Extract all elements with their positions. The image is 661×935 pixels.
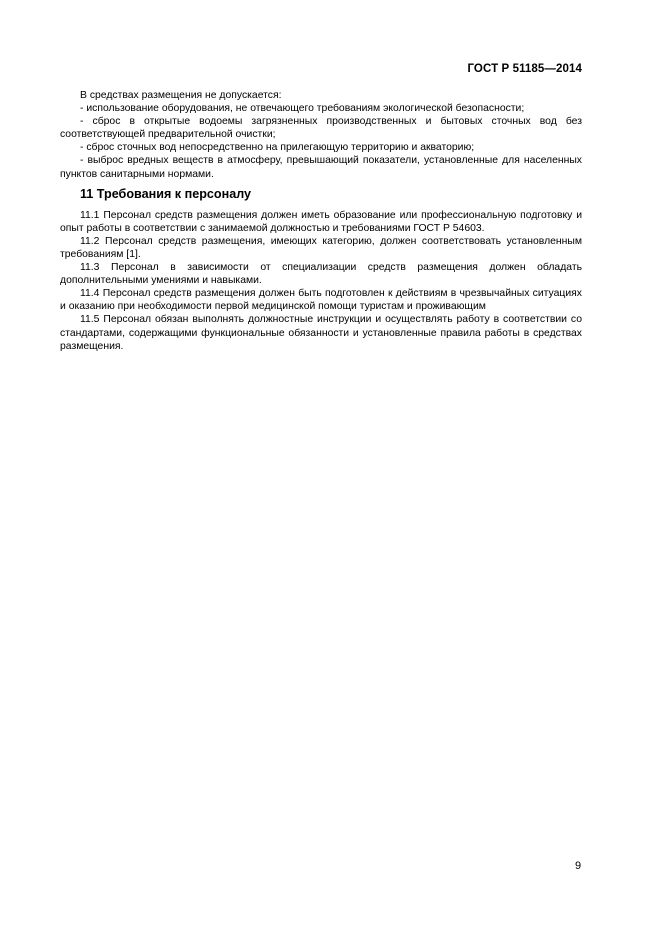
- intro-item: - сброс в открытые водоемы загрязненных производственных и бытовых сточных вод без соответствующей предварительной очистки;: [60, 116, 582, 141]
- document-body: [60, 89, 582, 353]
- intro-item: - сброс сточных вод непосредственно на прилегающую территорию и акваторию;: [80, 142, 475, 154]
- intro-lead: В средствах размещения не допускается:: [80, 90, 282, 101]
- section-paragraph: 11.2 Персонал средств размещения, имеющих категорию, должен соответствовать установленным требованиям [1].: [60, 235, 582, 260]
- section-heading: 11 Требования к персоналу: [80, 186, 252, 201]
- section-paragraph: 11.3 Персонал в зависимости от специализации средств размещения должен обладать дополнительными умениями и навыками.: [60, 262, 582, 287]
- intro-item: - использование оборудования, не отвечающего требованиям экологической безопасности;: [80, 103, 525, 115]
- intro-item: - выброс вредных веществ в атмосферу, превышающий показатели, установленные для населенных пунктов санитарными нормами.: [60, 155, 582, 180]
- page-number: 9: [575, 860, 582, 872]
- section-paragraph: 11.5 Персонал обязан выполнять должностные инструкции и осуществлять работу в соответствии со стандартами, содержащими функциональные обязанности и установленные правила работы в средствах размещения.: [60, 314, 582, 352]
- document-header-id: ГОСТ Р 51185—2014: [467, 63, 582, 75]
- section-paragraph: 11.1 Персонал средств размещения должен иметь образование или профессиональную подготовку и опыт работы в соответствии с занимаемой должностью и требованиями ГОСТ Р 54603.: [60, 209, 582, 234]
- section-paragraph: 11.4 Персонал средств размещения должен быть подготовлен к действиям в чрезвычайных ситуациях и оказанию при необходимости первой медицинской помощи туристам и проживающим: [60, 288, 582, 313]
